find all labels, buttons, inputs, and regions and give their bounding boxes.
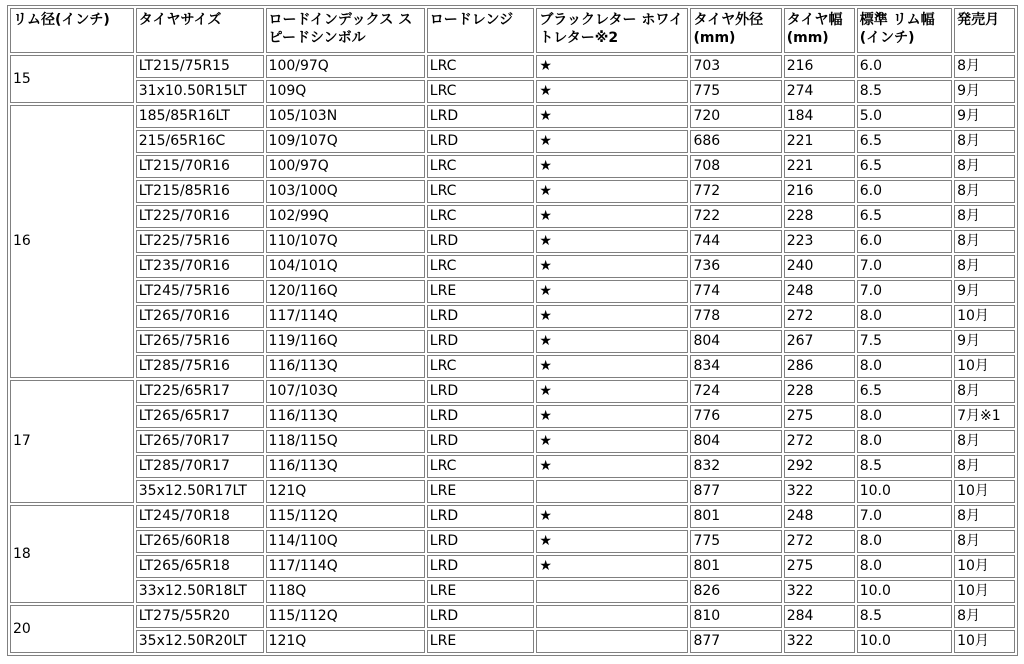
tire-width-cell: 221 — [784, 155, 855, 178]
table-row — [10, 605, 1015, 628]
release-month-cell: 8月 — [954, 455, 1015, 478]
release-month-cell: 9月 — [954, 80, 1015, 103]
table-row — [10, 205, 1015, 228]
load-range-cell: LRD — [427, 530, 535, 553]
load-index-cell: 115/112Q — [266, 605, 425, 628]
load-index-cell: 102/99Q — [266, 205, 425, 228]
letter-cell: ★ — [536, 155, 688, 178]
table-body — [10, 55, 1015, 653]
outer-diameter-cell: 720 — [690, 105, 781, 128]
letter-cell: ★ — [536, 105, 688, 128]
table-row — [10, 505, 1015, 528]
load-range-cell: LRE — [427, 480, 535, 503]
outer-diameter-cell: 686 — [690, 130, 781, 153]
letter-cell: ★ — [536, 205, 688, 228]
letter-cell: ★ — [536, 180, 688, 203]
tire-size-cell: LT245/75R16 — [136, 280, 264, 303]
load-index-cell: 104/101Q — [266, 255, 425, 278]
load-range-cell: LRE — [427, 630, 535, 653]
tire-width-cell: 275 — [784, 555, 855, 578]
tire-width-cell: 272 — [784, 430, 855, 453]
load-index-cell: 100/97Q — [266, 155, 425, 178]
load-index-cell: 103/100Q — [266, 180, 425, 203]
letter-cell — [536, 630, 688, 653]
load-index-cell: 118/115Q — [266, 430, 425, 453]
load-range-cell: LRD — [427, 330, 535, 353]
rim-width-cell: 7.0 — [857, 505, 952, 528]
outer-diameter-cell: 722 — [690, 205, 781, 228]
tire-width-cell: 274 — [784, 80, 855, 103]
tire-width-cell: 216 — [784, 180, 855, 203]
tire-width-cell: 272 — [784, 530, 855, 553]
letter-cell: ★ — [536, 405, 688, 428]
outer-diameter-cell: 778 — [690, 305, 781, 328]
table-row — [10, 130, 1015, 153]
table-row — [10, 430, 1015, 453]
tire-size-cell: LT225/70R16 — [136, 205, 264, 228]
tire-width-cell: 221 — [784, 130, 855, 153]
tire-spec-table-wrapper — [7, 5, 1018, 656]
tire-size-cell: 35x12.50R20LT — [136, 630, 264, 653]
rim-width-cell: 7.0 — [857, 255, 952, 278]
tire-width-cell: 240 — [784, 255, 855, 278]
rim-width-cell: 6.5 — [857, 130, 952, 153]
table-row — [10, 155, 1015, 178]
outer-diameter-cell: 724 — [690, 380, 781, 403]
tire-size-cell: 215/65R16C — [136, 130, 264, 153]
outer-diameter-cell: 772 — [690, 180, 781, 203]
table-row — [10, 55, 1015, 78]
rim-width-cell: 7.5 — [857, 330, 952, 353]
outer-diameter-cell: 774 — [690, 280, 781, 303]
load-range-cell: LRC — [427, 355, 535, 378]
tire-size-cell: LT285/75R16 — [136, 355, 264, 378]
release-month-cell: 8月 — [954, 255, 1015, 278]
load-range-cell: LRC — [427, 80, 535, 103]
outer-diameter-cell: 776 — [690, 405, 781, 428]
header-load-index: ロードインデックス スピードシンボル — [266, 8, 425, 53]
table-row — [10, 330, 1015, 353]
tire-size-cell: 185/85R16LT — [136, 105, 264, 128]
tire-width-cell: 322 — [784, 580, 855, 603]
load-index-cell: 105/103N — [266, 105, 425, 128]
rim-width-cell: 8.0 — [857, 305, 952, 328]
letter-cell: ★ — [536, 230, 688, 253]
letter-cell: ★ — [536, 355, 688, 378]
letter-cell: ★ — [536, 555, 688, 578]
release-month-cell: 10月 — [954, 480, 1015, 503]
load-range-cell: LRD — [427, 230, 535, 253]
rim-width-cell: 6.0 — [857, 230, 952, 253]
load-range-cell: LRD — [427, 380, 535, 403]
tire-size-cell: LT285/70R17 — [136, 455, 264, 478]
load-index-cell: 121Q — [266, 630, 425, 653]
load-range-cell: LRC — [427, 455, 535, 478]
release-month-cell: 8月 — [954, 155, 1015, 178]
release-month-cell: 8月 — [954, 130, 1015, 153]
rim-width-cell: 10.0 — [857, 580, 952, 603]
table-row — [10, 105, 1015, 128]
load-range-cell: LRE — [427, 580, 535, 603]
rim-diameter-cell: 17 — [10, 380, 134, 503]
letter-cell — [536, 605, 688, 628]
release-month-cell: 8月 — [954, 430, 1015, 453]
header-rim-diameter: リム径(インチ) — [10, 8, 134, 53]
header-letter-type: ブラックレター ホワイトレター※2 — [536, 8, 688, 53]
release-month-cell: 8月 — [954, 605, 1015, 628]
tire-width-cell: 284 — [784, 605, 855, 628]
rim-width-cell: 8.0 — [857, 405, 952, 428]
tire-width-cell: 216 — [784, 55, 855, 78]
tire-width-cell: 272 — [784, 305, 855, 328]
outer-diameter-cell: 708 — [690, 155, 781, 178]
tire-size-cell: LT235/70R16 — [136, 255, 264, 278]
release-month-cell: 8月 — [954, 380, 1015, 403]
letter-cell — [536, 580, 688, 603]
load-range-cell: LRC — [427, 255, 535, 278]
load-range-cell: LRE — [427, 280, 535, 303]
outer-diameter-cell: 810 — [690, 605, 781, 628]
load-range-cell: LRD — [427, 555, 535, 578]
header-row — [10, 8, 1015, 53]
tire-size-cell: LT265/60R18 — [136, 530, 264, 553]
load-index-cell: 115/112Q — [266, 505, 425, 528]
tire-width-cell: 248 — [784, 280, 855, 303]
tire-width-cell: 228 — [784, 380, 855, 403]
tire-size-cell: 35x12.50R17LT — [136, 480, 264, 503]
load-range-cell: LRD — [427, 305, 535, 328]
outer-diameter-cell: 832 — [690, 455, 781, 478]
load-range-cell: LRC — [427, 180, 535, 203]
outer-diameter-cell: 804 — [690, 330, 781, 353]
rim-width-cell: 8.0 — [857, 555, 952, 578]
release-month-cell: 8月 — [954, 55, 1015, 78]
outer-diameter-cell: 801 — [690, 555, 781, 578]
letter-cell: ★ — [536, 380, 688, 403]
table-row — [10, 630, 1015, 653]
load-range-cell: LRD — [427, 505, 535, 528]
letter-cell: ★ — [536, 280, 688, 303]
rim-width-cell: 8.0 — [857, 430, 952, 453]
release-month-cell: 8月 — [954, 205, 1015, 228]
release-month-cell: 9月 — [954, 105, 1015, 128]
load-index-cell: 121Q — [266, 480, 425, 503]
table-row — [10, 530, 1015, 553]
load-index-cell: 110/107Q — [266, 230, 425, 253]
header-outer-diameter: タイヤ外径 (mm) — [690, 8, 781, 53]
load-index-cell: 117/114Q — [266, 305, 425, 328]
outer-diameter-cell: 736 — [690, 255, 781, 278]
letter-cell: ★ — [536, 330, 688, 353]
table-row — [10, 455, 1015, 478]
load-index-cell: 117/114Q — [266, 555, 425, 578]
tire-size-cell: LT215/85R16 — [136, 180, 264, 203]
tire-spec-table — [7, 5, 1018, 656]
load-range-cell: LRD — [427, 605, 535, 628]
load-index-cell: 116/113Q — [266, 455, 425, 478]
rim-width-cell: 6.5 — [857, 380, 952, 403]
tire-size-cell: LT275/55R20 — [136, 605, 264, 628]
outer-diameter-cell: 775 — [690, 530, 781, 553]
release-month-cell: 8月 — [954, 505, 1015, 528]
tire-size-cell: LT265/65R18 — [136, 555, 264, 578]
release-month-cell: 9月 — [954, 330, 1015, 353]
table-row — [10, 280, 1015, 303]
rim-width-cell: 7.0 — [857, 280, 952, 303]
load-index-cell: 118Q — [266, 580, 425, 603]
header-release-month: 発売月 — [954, 8, 1015, 53]
tire-size-cell: LT215/75R15 — [136, 55, 264, 78]
rim-width-cell: 6.5 — [857, 205, 952, 228]
rim-diameter-cell: 16 — [10, 105, 134, 378]
letter-cell: ★ — [536, 80, 688, 103]
tire-size-cell: LT215/70R16 — [136, 155, 264, 178]
header-load-range: ロードレンジ — [427, 8, 535, 53]
table-row — [10, 230, 1015, 253]
load-index-cell: 119/116Q — [266, 330, 425, 353]
tire-width-cell: 184 — [784, 105, 855, 128]
load-range-cell: LRD — [427, 405, 535, 428]
load-index-cell: 120/116Q — [266, 280, 425, 303]
table-row — [10, 380, 1015, 403]
tire-width-cell: 223 — [784, 230, 855, 253]
tire-width-cell: 286 — [784, 355, 855, 378]
rim-width-cell: 6.0 — [857, 180, 952, 203]
table-row — [10, 255, 1015, 278]
rim-diameter-cell: 18 — [10, 505, 134, 603]
tire-width-cell: 322 — [784, 480, 855, 503]
load-range-cell: LRD — [427, 430, 535, 453]
load-range-cell: LRC — [427, 155, 535, 178]
load-range-cell: LRD — [427, 130, 535, 153]
tire-size-cell: LT225/65R17 — [136, 380, 264, 403]
letter-cell: ★ — [536, 305, 688, 328]
load-index-cell: 100/97Q — [266, 55, 425, 78]
rim-width-cell: 6.5 — [857, 155, 952, 178]
release-month-cell: 10月 — [954, 555, 1015, 578]
header-rim-width: 標準 リム幅 (インチ) — [857, 8, 952, 53]
release-month-cell: 8月 — [954, 180, 1015, 203]
outer-diameter-cell: 703 — [690, 55, 781, 78]
release-month-cell: 8月 — [954, 230, 1015, 253]
tire-size-cell: LT265/70R17 — [136, 430, 264, 453]
tire-size-cell: LT265/65R17 — [136, 405, 264, 428]
table-row — [10, 480, 1015, 503]
tire-size-cell: LT265/75R16 — [136, 330, 264, 353]
load-index-cell: 116/113Q — [266, 405, 425, 428]
tire-width-cell: 228 — [784, 205, 855, 228]
load-index-cell: 114/110Q — [266, 530, 425, 553]
outer-diameter-cell: 826 — [690, 580, 781, 603]
release-month-cell: 10月 — [954, 305, 1015, 328]
rim-diameter-cell: 20 — [10, 605, 134, 653]
outer-diameter-cell: 775 — [690, 80, 781, 103]
table-row — [10, 580, 1015, 603]
rim-width-cell: 8.0 — [857, 530, 952, 553]
letter-cell: ★ — [536, 55, 688, 78]
letter-cell: ★ — [536, 255, 688, 278]
release-month-cell: 7月※1 — [954, 405, 1015, 428]
tire-width-cell: 275 — [784, 405, 855, 428]
rim-width-cell: 10.0 — [857, 630, 952, 653]
table-row — [10, 405, 1015, 428]
letter-cell: ★ — [536, 505, 688, 528]
outer-diameter-cell: 877 — [690, 480, 781, 503]
rim-width-cell: 8.5 — [857, 455, 952, 478]
outer-diameter-cell: 877 — [690, 630, 781, 653]
release-month-cell: 10月 — [954, 630, 1015, 653]
header-tire-width: タイヤ幅 (mm) — [784, 8, 855, 53]
outer-diameter-cell: 834 — [690, 355, 781, 378]
load-index-cell: 107/103Q — [266, 380, 425, 403]
release-month-cell: 8月 — [954, 530, 1015, 553]
letter-cell: ★ — [536, 455, 688, 478]
tire-size-cell: LT225/75R16 — [136, 230, 264, 253]
letter-cell: ★ — [536, 430, 688, 453]
header-tire-size: タイヤサイズ — [136, 8, 264, 53]
load-index-cell: 109/107Q — [266, 130, 425, 153]
outer-diameter-cell: 744 — [690, 230, 781, 253]
letter-cell — [536, 480, 688, 503]
letter-cell: ★ — [536, 530, 688, 553]
load-range-cell: LRC — [427, 205, 535, 228]
rim-width-cell: 8.5 — [857, 605, 952, 628]
table-row — [10, 180, 1015, 203]
load-range-cell: LRD — [427, 105, 535, 128]
letter-cell: ★ — [536, 130, 688, 153]
outer-diameter-cell: 804 — [690, 430, 781, 453]
table-row — [10, 305, 1015, 328]
table-row — [10, 80, 1015, 103]
load-range-cell: LRC — [427, 55, 535, 78]
rim-diameter-cell: 15 — [10, 55, 134, 103]
tire-width-cell: 267 — [784, 330, 855, 353]
tire-width-cell: 248 — [784, 505, 855, 528]
tire-width-cell: 292 — [784, 455, 855, 478]
rim-width-cell: 8.0 — [857, 355, 952, 378]
rim-width-cell: 10.0 — [857, 480, 952, 503]
load-index-cell: 109Q — [266, 80, 425, 103]
release-month-cell: 9月 — [954, 280, 1015, 303]
outer-diameter-cell: 801 — [690, 505, 781, 528]
rim-width-cell: 8.5 — [857, 80, 952, 103]
release-month-cell: 10月 — [954, 580, 1015, 603]
table-row — [10, 555, 1015, 578]
release-month-cell: 10月 — [954, 355, 1015, 378]
tire-size-cell: 33x12.50R18LT — [136, 580, 264, 603]
tire-size-cell: 31x10.50R15LT — [136, 80, 264, 103]
tire-width-cell: 322 — [784, 630, 855, 653]
load-index-cell: 116/113Q — [266, 355, 425, 378]
tire-size-cell: LT265/70R16 — [136, 305, 264, 328]
tire-size-cell: LT245/70R18 — [136, 505, 264, 528]
rim-width-cell: 5.0 — [857, 105, 952, 128]
table-row — [10, 355, 1015, 378]
rim-width-cell: 6.0 — [857, 55, 952, 78]
